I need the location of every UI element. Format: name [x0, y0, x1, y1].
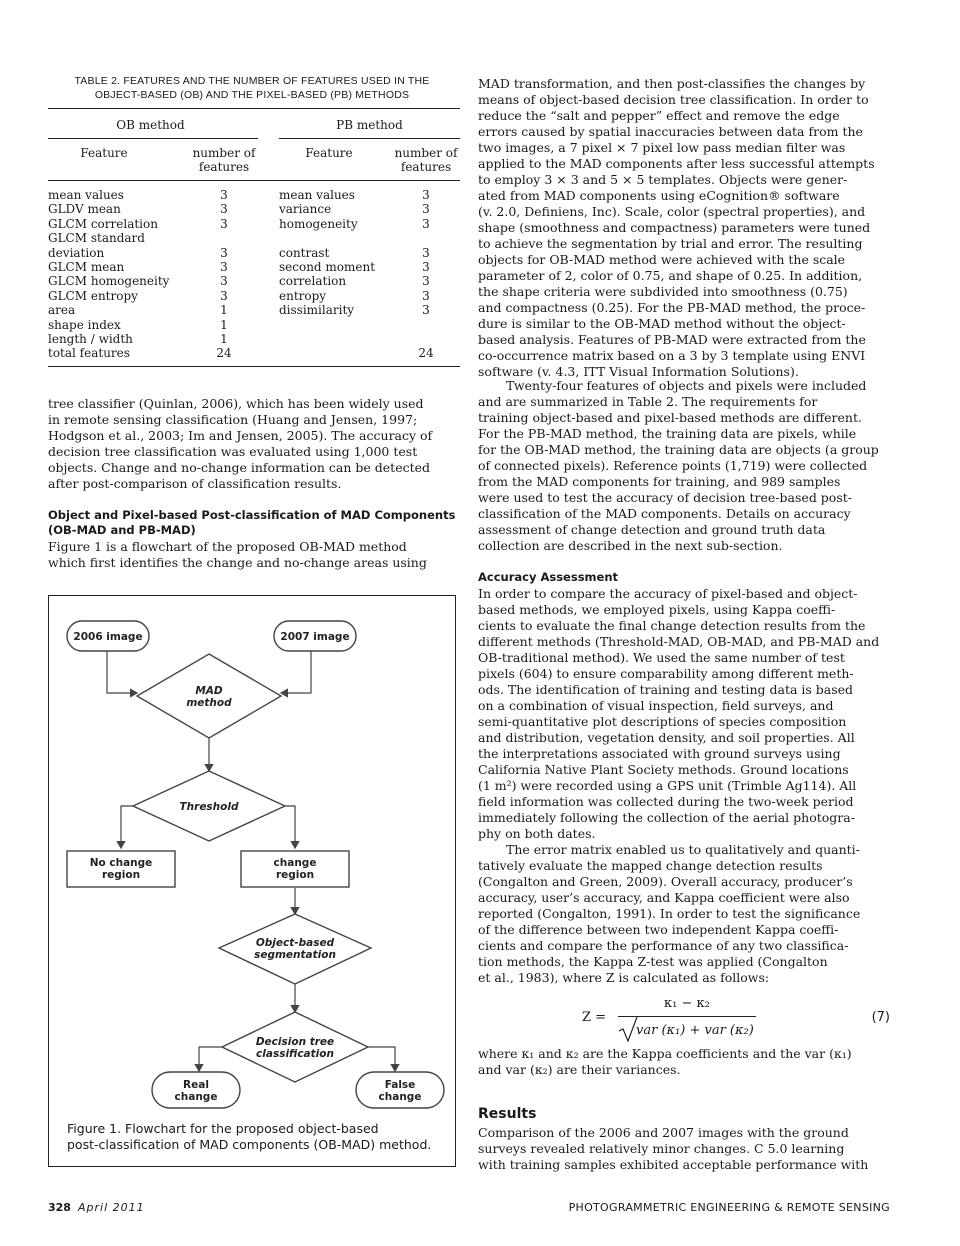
table-header-number-ob-2: features [198, 160, 250, 174]
right-paragraph-3 [478, 586, 890, 842]
text-line: phy on both dates. [478, 826, 596, 841]
table-cell-ob-feature: GLCM correlation [48, 216, 158, 231]
table-bottom-rule [48, 366, 460, 367]
label-false: False [384, 1079, 416, 1091]
text-line: MAD transformation, and then post-classifies the changes by [478, 76, 866, 91]
text-line: means of object-based decision tree classification. In order to [478, 92, 869, 107]
table-cell-pb-number: 3 [422, 202, 430, 217]
table-cell-ob-feature: GLCM entropy [48, 288, 138, 303]
table-row [48, 217, 460, 231]
text-line: the interpretations associated with ground surveys using [478, 746, 841, 761]
text-line: in remote sensing classification (Huang and Jensen, 1997; [48, 412, 418, 427]
label-segmentation: segmentation [254, 949, 336, 961]
section-heading-line-1: Object and Pixel-based Post-classification of MAD Components [48, 508, 456, 522]
label-threshold: Threshold [179, 801, 239, 813]
text-line: reported (Congalton, 1991). In order to test the significance [478, 906, 861, 921]
text-line: Twenty-four features of objects and pixels were included [506, 378, 867, 393]
text-line: with training samples exhibited acceptable performance with [478, 1157, 869, 1172]
right-paragraph-1 [478, 76, 890, 380]
edge-threshold-to-nochange [121, 806, 133, 848]
table-cell-pb-feature: second moment [279, 260, 376, 274]
table-cell-ob-feature: deviation [48, 245, 105, 260]
text-line: immediately following the collection of the aerial photogra- [478, 810, 855, 825]
table-cell-pb-feature: mean values [279, 188, 355, 202]
table-header-feature-pb: Feature [305, 146, 353, 160]
text-line: tree classifier (Quinlan, 2006), which has been widely used [48, 396, 424, 411]
table-row [48, 303, 460, 317]
table-cell-pb-feature: homogeneity [279, 216, 358, 231]
table-cell-ob-feature: mean values [48, 188, 124, 202]
table-caption-line-2: OBJECT-BASED (OB) AND THE PIXEL-BASED (PB) METHODS [94, 89, 410, 101]
table-header-number-ob-1: number of [192, 146, 256, 160]
figure-1 [48, 595, 456, 1167]
table-cell-ob-number: 24 [216, 346, 232, 361]
text-line: assessment of change detection and ground truth data [478, 522, 826, 537]
text-line: co-occurrence matrix based on a 3 by 3 template using ENVI [478, 348, 866, 363]
table-cell-pb-number: 3 [422, 274, 430, 289]
text-line: collection are described in the next sub-section. [478, 538, 783, 553]
table-row [48, 274, 460, 288]
table-group-pb: PB method [336, 118, 403, 132]
text-line: et al., 1983), where Z is calculated as follows: [478, 970, 770, 985]
table-cell-ob-number: 3 [220, 260, 228, 274]
label-no-change: No change [89, 857, 153, 869]
label-real: Real [183, 1079, 209, 1091]
table-cell-ob-feature: area [48, 303, 76, 318]
journal-name: PHOTOGRAMMETRIC ENGINEERING & REMOTE SENSING [568, 1201, 890, 1214]
table-cell-pb-feature: contrast [279, 245, 330, 260]
text-line: where κ₁ and κ₂ are the Kappa coefficients and the var (κ₁) [478, 1046, 852, 1061]
text-line: based methods, we employed pixels, using Kappa coeffi- [478, 602, 836, 617]
text-line: The error matrix enabled us to qualitatively and quanti- [506, 842, 860, 857]
table-cell-pb-number: 24 [418, 346, 434, 361]
table-cell-ob-feature: GLCM homogeneity [48, 274, 170, 289]
table-cell-ob-number: 1 [220, 317, 228, 332]
text-line: training object-based and pixel-based methods are different. [478, 410, 862, 425]
table-caption [48, 74, 456, 102]
text-line: different methods (Threshold-MAD, OB-MAD, and PB-MAD and [478, 634, 880, 649]
text-line: Hodgson et al., 2003; Im and Jensen, 2005). The accuracy of [48, 428, 433, 443]
left-paragraph-1 [48, 396, 456, 492]
table-cell-ob-number: 3 [220, 202, 228, 217]
table-cell-ob-feature: GLCM mean [48, 260, 125, 274]
figure-caption-line-1: Figure 1. Flowchart for the proposed object-based [67, 1121, 379, 1136]
text-line: (Congalton and Green, 2009). Overall accuracy, producer’s [478, 874, 853, 889]
text-line: Figure 1 is a flowchart of the proposed OB-MAD method [48, 539, 407, 554]
figure-caption-line-2: post-classification of MAD components (OB-MAD) method. [67, 1137, 432, 1152]
table-row [48, 289, 460, 303]
text-line: of connected pixels). Reference points (1,719) were collected [478, 458, 868, 473]
text-line: ods. The identification of training and testing data is based [478, 682, 854, 697]
label-mad: MAD [195, 685, 223, 697]
text-line: surveys revealed relatively minor changes. C 5.0 learning [478, 1141, 845, 1156]
table-group-ob: OB method [116, 118, 185, 132]
text-line: two images, a 7 pixel × 7 pixel low pass median filter was [478, 140, 846, 155]
table-cell-ob-feature: GLDV mean [48, 202, 121, 217]
label-mad-method: method [186, 697, 232, 709]
text-line: reduce the “salt and pepper” effect and remove the edge [478, 108, 840, 123]
table-cell-ob-feature: shape index [48, 317, 121, 332]
text-line: cients and compare the performance of any two classifica- [478, 938, 849, 953]
text-line: dure is similar to the OB-MAD method without the object- [478, 316, 846, 331]
edge-threshold-to-change [285, 806, 295, 848]
table-cell-pb-feature: correlation [279, 274, 347, 289]
text-line: based analysis. Features of PB-MAD were extracted from the [478, 332, 866, 347]
equation-numerator: κ₁ − κ₂ [664, 996, 710, 1011]
label-real-change: change [174, 1091, 218, 1103]
table-row [48, 202, 460, 216]
table-cell-ob-number: 3 [220, 288, 228, 303]
text-line: to employ 3 × 3 and 5 × 5 templates. Objects were gener- [478, 172, 848, 187]
text-line: parameter of 2, color of 0.75, and shape of 0.25. In addition, [478, 268, 863, 283]
text-line: for the OB-MAD method, the training data are objects (a group [478, 442, 879, 457]
label-object-based: Object-based [255, 937, 335, 949]
table-cell-pb-number: 3 [422, 245, 430, 260]
section-heading-accuracy: Accuracy Assessment [478, 570, 619, 584]
text-line: field information was collected during the two-week period [478, 794, 854, 809]
table-row [48, 318, 460, 332]
table-caption-line-1: TABLE 2. FEATURES AND THE NUMBER OF FEATURES USED IN THE [74, 75, 430, 87]
text-line: Comparison of the 2006 and 2007 images with the ground [478, 1125, 849, 1140]
table-cell-pb-number: 3 [422, 303, 430, 318]
text-line: (1 m²) were recorded using a GPS unit (Trimble Ag114). All [478, 778, 857, 793]
table-header-number-pb-2: features [400, 160, 452, 174]
table-group-rule-pb [279, 138, 460, 139]
table-group-rule-ob [48, 138, 258, 139]
left-paragraph-2 [48, 539, 456, 571]
table-cell-pb-feature: dissimilarity [279, 303, 355, 318]
text-line: pixels (604) to ensure comparability among different meth- [478, 666, 854, 681]
table-cell-pb-number: 3 [422, 288, 430, 303]
section-heading-results: Results [478, 1106, 537, 1122]
table-row [48, 332, 460, 346]
table-cell-ob-number: 3 [220, 274, 228, 289]
text-line: objects. Change and no-change information can be detected [48, 460, 431, 475]
table-cell-ob-number: 1 [220, 332, 228, 346]
text-line: software (v. 4.3, ITT Visual Information Solutions). [478, 364, 799, 379]
table-cell-ob-number: 3 [220, 216, 228, 231]
equation-fraction-bar [618, 1016, 756, 1017]
edge-tree-to-false [368, 1047, 395, 1071]
table-cell-pb-feature: variance [279, 202, 332, 217]
text-line: on a combination of visual inspection, field surveys, and [478, 698, 834, 713]
text-line: from the MAD components for training, and 989 samples [478, 474, 841, 489]
table-header-number-pb-1: number of [394, 146, 458, 160]
equation-7 [478, 996, 890, 1046]
table-row [48, 246, 460, 260]
table-row-total [48, 346, 460, 360]
text-line: tatively evaluate the mapped change detection results [478, 858, 823, 873]
text-line: decision tree classification was evaluated using 1,000 test [48, 444, 418, 459]
edge-2007-to-mad [281, 651, 311, 693]
figure-caption [67, 1121, 439, 1153]
page-footer [48, 1198, 890, 1218]
table-row [48, 231, 460, 245]
label-change: change [273, 857, 317, 869]
table-cell-ob-number: 3 [220, 245, 228, 260]
label-change-region: region [275, 869, 315, 881]
issue-date: April 2011 [78, 1201, 145, 1214]
text-line: objects for OB-MAD method were achieved with the scale [478, 252, 846, 267]
text-line: errors caused by spatial inaccuracies between data from the [478, 124, 863, 139]
label-classification: classification [256, 1048, 334, 1060]
text-line: and distribution, vegetation density, and soil properties. All [478, 730, 855, 745]
text-line: which first identifies the change and no-change areas using [48, 555, 427, 570]
text-line: cients to evaluate the final change detection results from the [478, 618, 866, 633]
equation-label: (7) [871, 1010, 890, 1025]
text-line: OB-traditional method). We used the same number of test [478, 650, 845, 665]
right-paragraph-5 [478, 1046, 890, 1078]
equation-sqrt-sign [618, 1016, 638, 1042]
text-line: shape (smoothness and compactness) parameters were tuned [478, 220, 871, 235]
text-line: tion methods, the Kappa Z-test was applied (Congalton [478, 954, 828, 969]
table-cell-pb-number: 3 [422, 260, 430, 274]
text-line: In order to compare the accuracy of pixel-based and object- [478, 586, 858, 601]
section-heading-ob-pb-mad [48, 508, 455, 538]
text-line: and compactness (0.25). For the PB-MAD method, the proce- [478, 300, 866, 315]
table-cell-ob-feature: length / width [48, 332, 133, 346]
table-top-rule [48, 108, 460, 109]
text-line: after post-comparison of classification results. [48, 476, 342, 491]
label-false-change: change [378, 1091, 422, 1103]
section-heading-line-2: (OB-MAD and PB-MAD) [48, 523, 196, 537]
equation-lhs: Z = [582, 1010, 607, 1025]
table-cell-ob-number: 3 [220, 188, 228, 202]
table-row [48, 260, 460, 274]
text-line: of the difference between two independent Kappa coeffi- [478, 922, 839, 937]
table-cell-ob-number: 1 [220, 303, 228, 318]
text-line: For the PB-MAD method, the training data are pixels, while [478, 426, 857, 441]
equation-denominator: var (κ₁) + var (κ₂) [636, 1023, 754, 1038]
text-line: (v. 2.0, Definiens, Inc). Scale, color (spectral properties), and [478, 204, 866, 219]
text-line: California Native Plant Society methods. Ground locations [478, 762, 849, 777]
text-line: and var (κ₂) are their variances. [478, 1062, 681, 1077]
text-line: applied to the MAD components after less successful attempts [478, 156, 875, 171]
text-line: and are summarized in Table 2. The requirements for [478, 394, 818, 409]
page-number: 328 [48, 1201, 71, 1214]
text-line: accuracy, user’s accuracy, and Kappa coefficient were also [478, 890, 850, 905]
edge-2006-to-mad [107, 651, 137, 693]
text-line: semi-quantitative plot descriptions of species composition [478, 714, 847, 729]
table-cell-pb-number: 3 [422, 216, 430, 231]
right-paragraph-6 [478, 1125, 890, 1173]
label-decision-tree: Decision tree [255, 1036, 335, 1048]
edge-tree-to-real [199, 1047, 222, 1071]
table-row [48, 188, 460, 202]
table-cell-ob-feature: GLCM standard [48, 231, 145, 246]
text-line: the shape criteria were subdivided into smoothness (0.75) [478, 284, 848, 299]
text-line: ated from MAD components using eCognition® software [478, 188, 840, 203]
text-line: were used to test the accuracy of decision tree-based post- [478, 490, 852, 505]
table-cell-pb-feature: entropy [279, 288, 327, 303]
table-cell-ob-feature: total features [48, 346, 130, 361]
label-2006-image: 2006 image [73, 631, 143, 643]
label-no-change-region: region [101, 869, 141, 881]
table-header-rule [48, 180, 460, 181]
text-line: to achieve the segmentation by trial and error. The resulting [478, 236, 863, 251]
right-paragraph-4 [478, 842, 890, 986]
text-line: classification of the MAD components. Details on accuracy [478, 506, 851, 521]
label-2007-image: 2007 image [280, 631, 350, 643]
table-cell-pb-number: 3 [422, 188, 430, 202]
table-header-feature-ob: Feature [80, 146, 128, 160]
flowchart [49, 596, 455, 1116]
right-paragraph-2 [478, 378, 890, 554]
